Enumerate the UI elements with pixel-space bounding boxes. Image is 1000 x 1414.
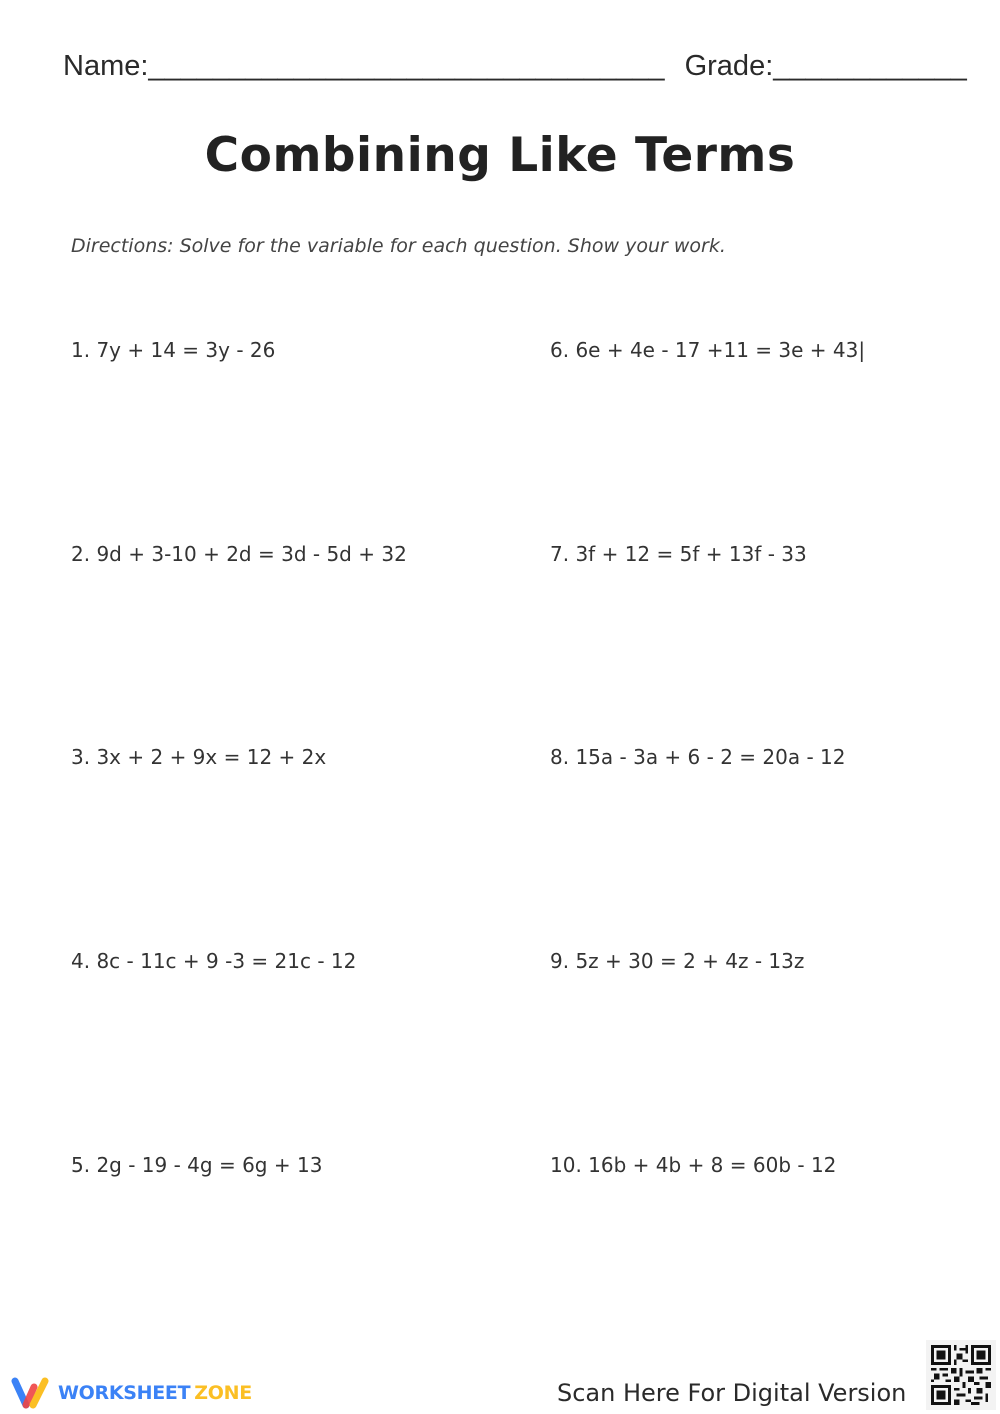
problem-2 [71, 542, 407, 566]
logo-text [58, 1382, 252, 1404]
problem-5 [71, 1153, 322, 1177]
problem-10 [550, 1153, 836, 1177]
problem-equation: 15a - 3a + 6 - 2 = 20a - 12 [575, 745, 846, 769]
problem-number: 4. [71, 949, 91, 973]
problem-equation: 7y + 14 = 3y - 26 [96, 338, 276, 362]
qr-code-icon[interactable] [926, 1340, 996, 1410]
problem-equation: 6e + 4e - 17 +11 = 3e + 43| [575, 338, 866, 362]
problem-8 [550, 745, 845, 769]
name-blank: ________________________________ [148, 50, 665, 82]
problem-equation: 3f + 12 = 5f + 13f - 33 [575, 542, 807, 566]
grade-field[interactable] [685, 50, 967, 83]
problem-number: 8. [550, 745, 570, 769]
problem-number: 6. [550, 338, 570, 362]
problem-number: 3. [71, 745, 91, 769]
name-field[interactable] [63, 50, 665, 83]
logo-word-worksheet: WORKSHEET [58, 1382, 191, 1404]
problem-6 [550, 338, 865, 362]
problem-equation: 8c - 11c + 9 -3 = 21c - 12 [96, 949, 357, 973]
problem-4 [71, 949, 356, 973]
scan-prompt: Scan Here For Digital Version [557, 1379, 907, 1407]
page-title: Combining Like Terms [204, 128, 796, 183]
grade-blank: ____________ [773, 50, 967, 82]
problem-1 [71, 338, 275, 362]
header-fields [63, 50, 967, 83]
logo-word-zone: ZONE [194, 1382, 252, 1404]
problem-3 [71, 745, 326, 769]
problem-number: 7. [550, 542, 570, 566]
logo-mark-icon [10, 1376, 52, 1410]
problem-number: 10. [550, 1153, 582, 1177]
worksheetzone-logo[interactable] [10, 1376, 252, 1410]
problem-number: 1. [71, 338, 91, 362]
problem-9 [550, 949, 804, 973]
grade-label: Grade: [684, 50, 774, 82]
name-label: Name: [63, 50, 149, 82]
problem-equation: 9d + 3-10 + 2d = 3d - 5d + 32 [96, 542, 407, 566]
problem-equation: 3x + 2 + 9x = 12 + 2x [96, 745, 327, 769]
problem-number: 2. [71, 542, 91, 566]
problem-number: 9. [550, 949, 570, 973]
problem-equation: 5z + 30 = 2 + 4z - 13z [575, 949, 805, 973]
problem-7 [550, 542, 807, 566]
directions: Directions: Solve for the variable for each question. Show your work. [71, 235, 726, 257]
problem-equation: 16b + 4b + 8 = 60b - 12 [588, 1153, 837, 1177]
problem-equation: 2g - 19 - 4g = 6g + 13 [96, 1153, 323, 1177]
problem-number: 5. [71, 1153, 91, 1177]
